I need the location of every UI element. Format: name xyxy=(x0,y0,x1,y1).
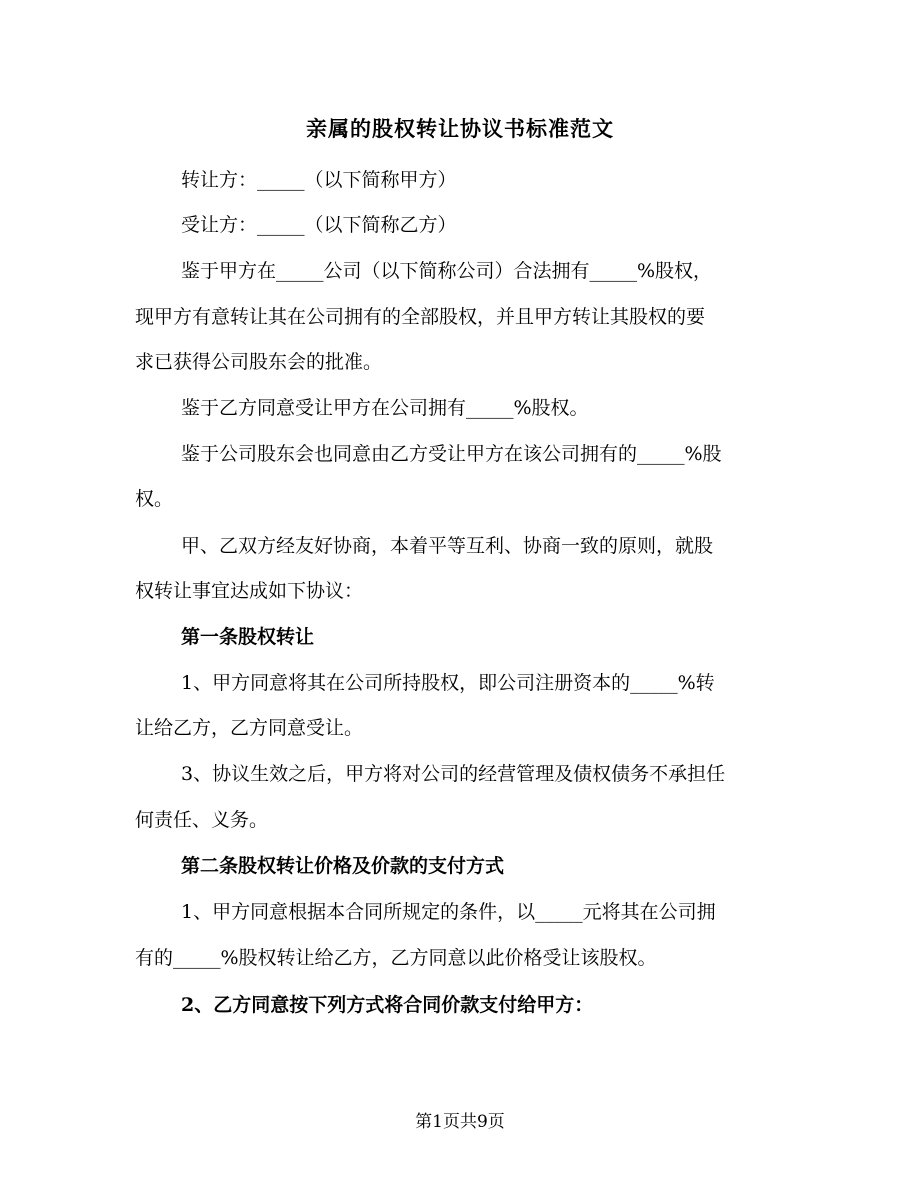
article-heading: 第二条股权转让价格及价款的支付方式 xyxy=(181,855,505,877)
transferee-line: 受让方：_____（以下简称乙方） xyxy=(181,214,457,236)
clause-line: 让给乙方，乙方同意受让。 xyxy=(135,717,364,739)
paragraph-line: 鉴于甲方在_____公司（以下简称公司）合法拥有_____%股权， xyxy=(181,260,713,282)
clause-line: 何责任、义务。 xyxy=(135,809,269,831)
paragraph-line: 现甲方有意转让其在公司拥有的全部股权，并且甲方转让其股权的要 xyxy=(135,306,706,328)
document-title: 亲属的股权转让协议书标准范文 xyxy=(306,116,614,141)
paragraph-line: 权转让事宜达成如下协议： xyxy=(135,580,364,602)
paragraph-line: 求已获得公司股东会的批准。 xyxy=(135,351,383,373)
page-number: 第1页共9页 xyxy=(415,1112,505,1132)
clause-line: 3、协议生效之后，甲方将对公司的经营管理及债权债务不承担任 xyxy=(181,763,726,785)
clause-line: 2、乙方同意按下列方式将合同价款支付给甲方： xyxy=(181,994,594,1016)
paragraph-line: 鉴于公司股东会也同意由乙方受让甲方在该公司拥有的_____%股 xyxy=(181,443,722,465)
paragraph-line: 权。 xyxy=(135,488,174,510)
paragraph-line: 鉴于乙方同意受让甲方在公司拥有_____%股权。 xyxy=(181,397,589,419)
transferor-line: 转让方：_____（以下简称甲方） xyxy=(181,169,457,191)
clause-line: 有的_____%股权转让给乙方，乙方同意以此价格受让该股权。 xyxy=(135,947,657,969)
paragraph-line: 甲、乙双方经友好协商，本着平等互利、协商一致的原则，就股 xyxy=(181,535,714,557)
article-heading: 第一条股权转让 xyxy=(181,626,315,648)
clause-line: 1、甲方同意根据本合同所规定的条件，以_____元将其在公司拥 xyxy=(181,901,716,923)
clause-line: 1、甲方同意将其在公司所持股权，即公司注册资本的_____%转 xyxy=(181,672,715,694)
